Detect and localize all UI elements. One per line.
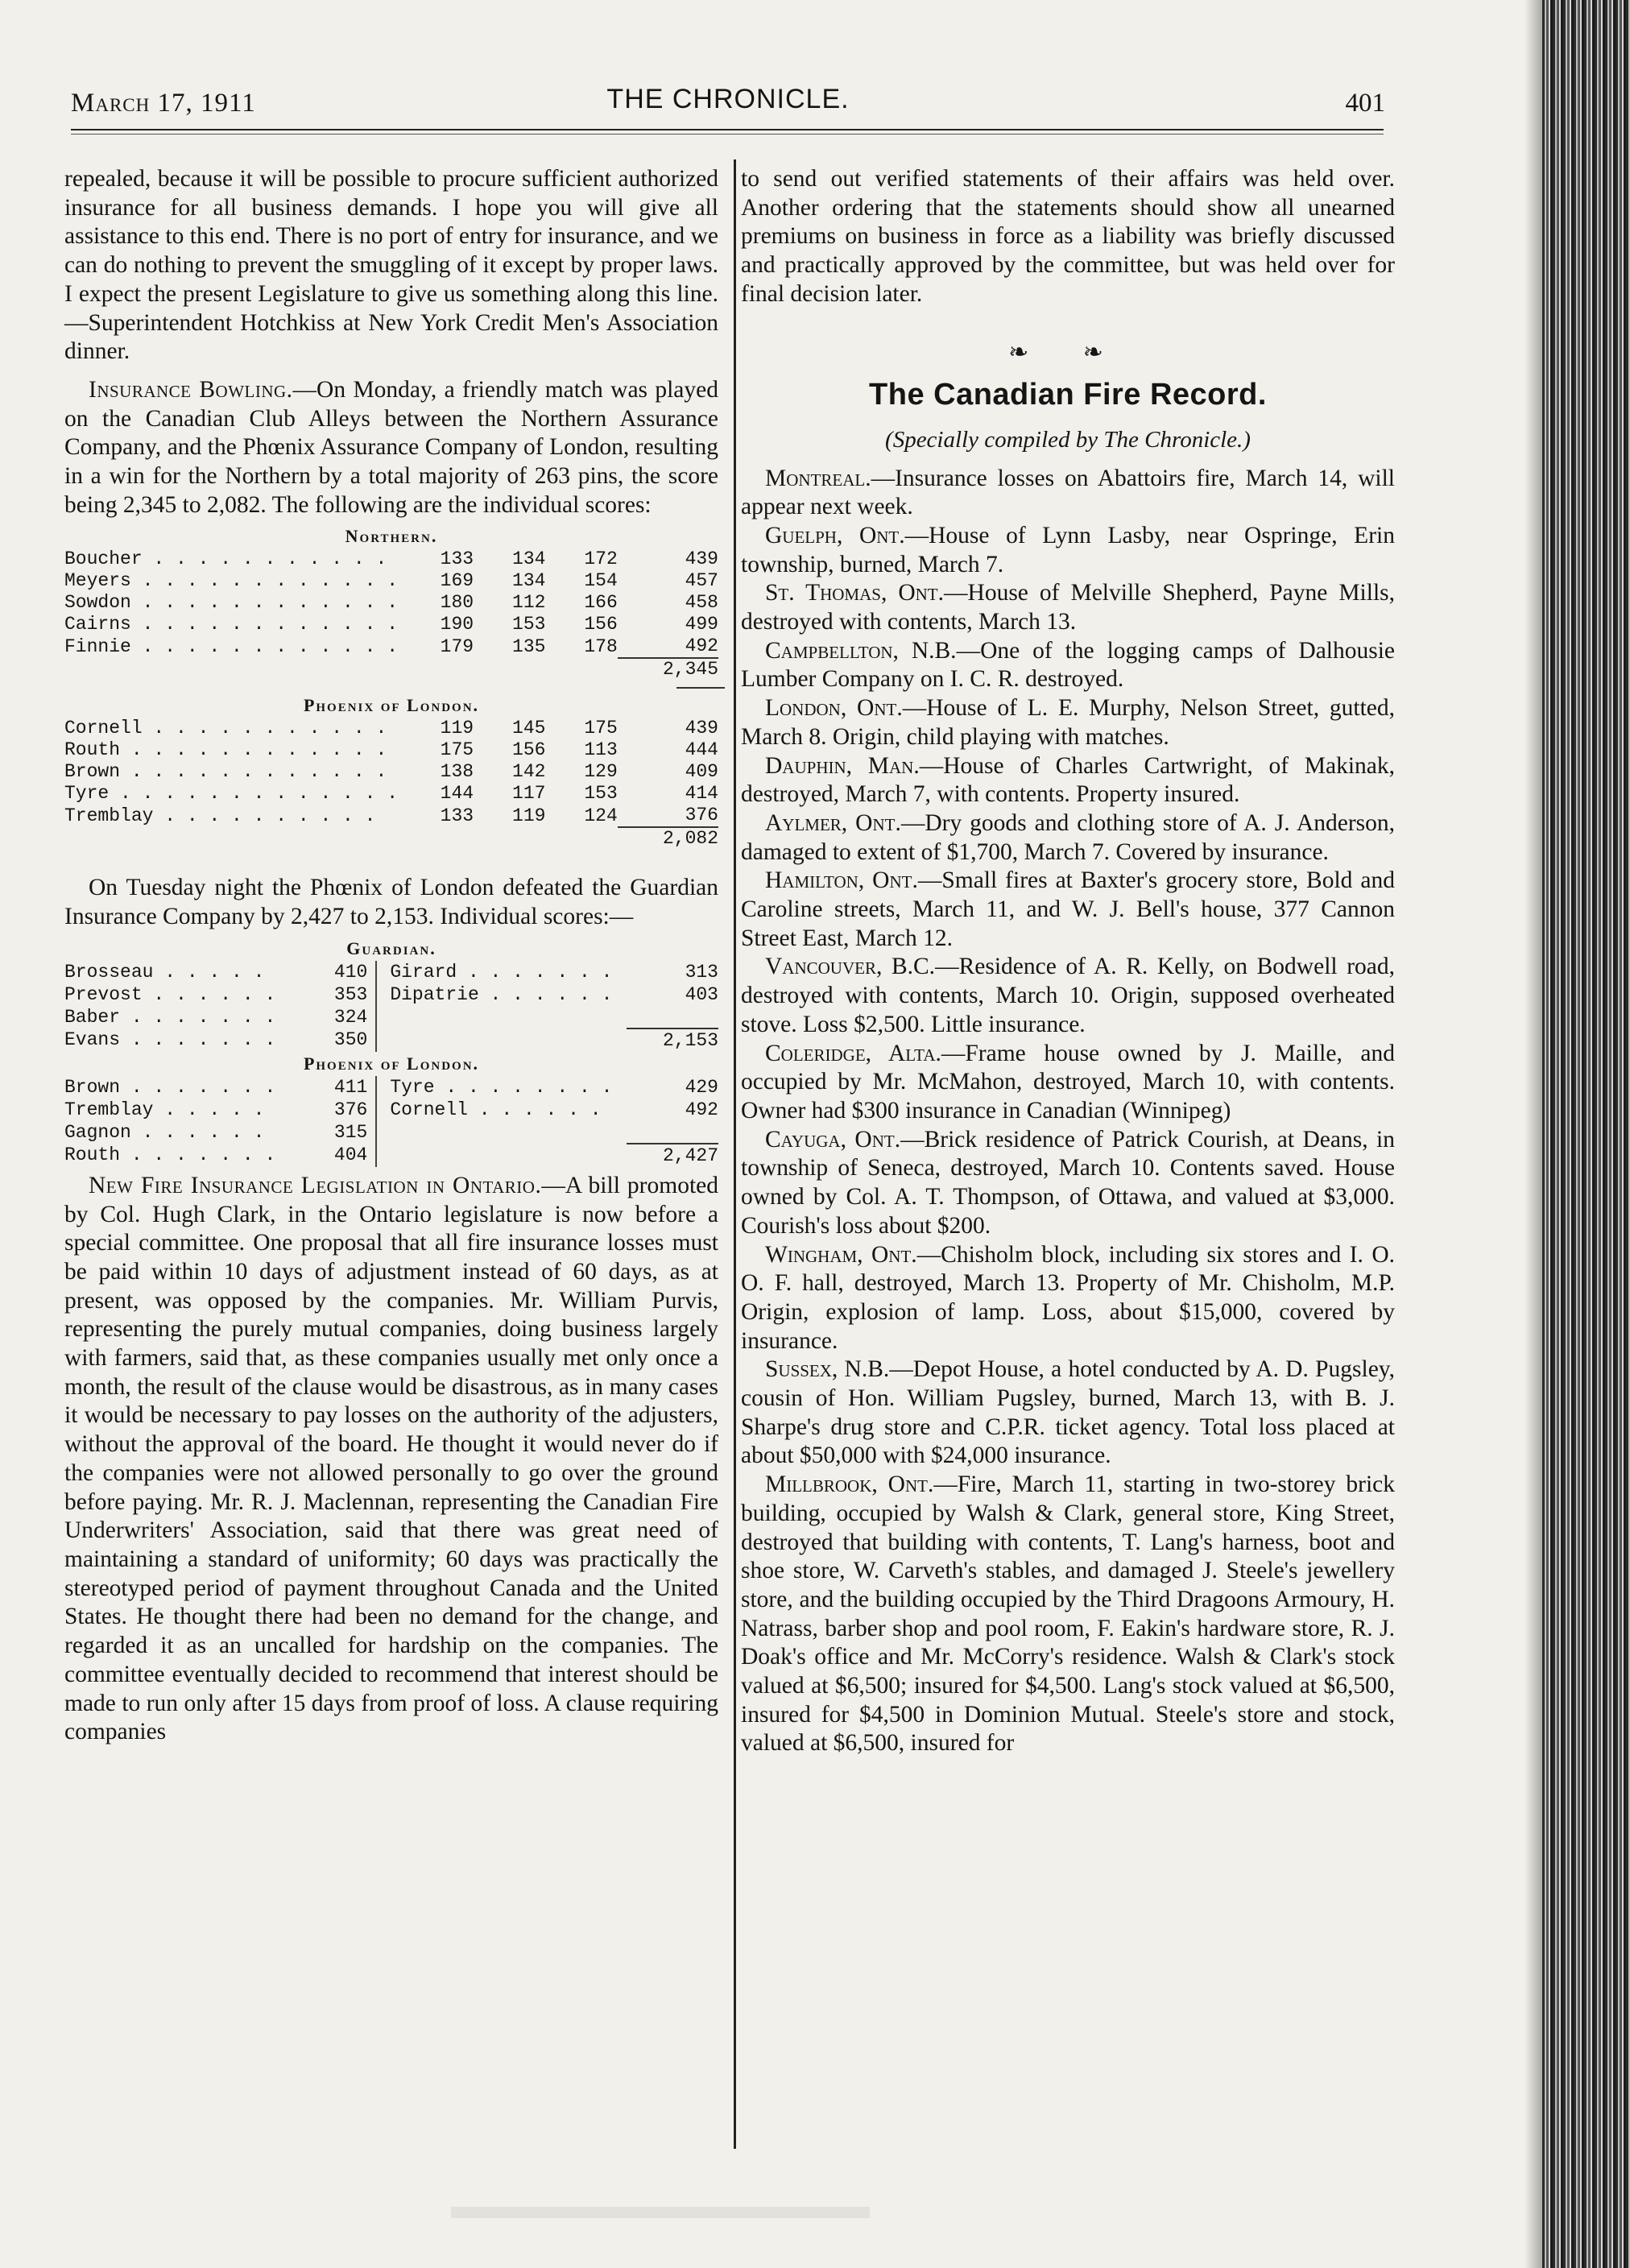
fire-record-entry [741,1241,1395,1356]
player-total: 439 [685,548,718,570]
game-3-score: 166 [584,592,618,614]
entry-place: London, Ont. [765,695,903,722]
player-name: Tremblay . . . . . [64,1099,265,1120]
score-row [64,983,718,1006]
player-score: 429 [685,1076,718,1098]
game-2-score: 112 [512,592,546,614]
continuation-paragraph: to send out verified statements of their affairs was held over. Another ordering that the statements should show all unearned premiums on business in force as a liability was briefly discussed and practically approved by the committee, but was held over for final decision later. [741,166,1395,307]
game-3-score: 156 [584,614,618,635]
score-row [64,1028,718,1052]
player-name: Baber . . . . . . . [64,1006,276,1028]
game-1-score: 190 [440,614,474,635]
entry-place: Sussex, N.B. [765,1356,890,1383]
phoenix-total-row [64,827,718,850]
masthead-title: THE CHRONICLE. [606,84,850,114]
game-1-score: 169 [440,570,474,592]
northern-total-row [64,658,718,681]
score-row [64,1099,718,1121]
fire-record-entry [741,1126,1395,1241]
player-score: 315 [275,1121,376,1144]
northern-score-table [64,548,718,681]
page-number: 401 [1345,89,1385,118]
game-2-score: 142 [512,761,546,783]
player-score: 411 [275,1076,376,1099]
right-column [741,165,1395,1758]
player-score: 492 [685,1099,718,1120]
issue-date: March 17, 1911 [71,89,256,118]
player-name: Tyre . . . . . . . . [390,1076,613,1098]
legislation-paragraph [64,1172,718,1747]
game-3-score: 153 [584,783,618,805]
score-row [64,761,718,783]
player-name: Brosseau . . . . . [64,961,265,983]
player-name: Routh . . . . . . . . . . . . [64,739,387,761]
score-row [64,1144,718,1167]
entry-text: —Dry goods and clothing store of A. J. Anderson, damaged to extent of $1,700, March 7. Covered by insurance. [741,809,1395,865]
phoenix2-heading: Phoenix of London. [303,1053,480,1074]
player-score: 403 [685,983,718,1005]
entry-place: Wingham, Ont. [765,1241,917,1268]
game-2-score: 117 [512,783,546,805]
player-name: Tyre . . . . . . . . . . . . . [64,783,399,805]
bowling-text: —On Monday, a friendly match was played on the Canadian Club Alleys between the Northern Assurance Company, and the Phœnix Assurance Company of London, resulting in a win for the Northern by a total majority of 263 pins, the score being 2,345 to 2,082. The following are the individual scores: [64,376,718,518]
player-total: 492 [685,635,718,657]
player-name: Finnie . . . . . . . . . . . . [64,635,399,657]
fire-record-entry [741,867,1395,953]
fire-record-entry [741,752,1395,809]
score-row [64,805,718,827]
entry-text: —Frame house owned by J. Maille, and occupied by Mr. McMahon, destroyed, March 10, with contents. Owner had $300 insurance in Canadian (Winnipeg) [741,1040,1395,1124]
entry-place: Montreal. [765,465,871,491]
entry-text: —Chisholm block, including six stores and I. O. O. F. hall, destroyed, March 13. Property of Mr. Chisholm, M.P. Origin, explosion of lamp. Loss, about $15,000, covered by insurance. [741,1241,1396,1354]
phoenix-heading: Phoenix of London. [303,695,480,716]
game-2-score: 135 [512,635,546,657]
game-3-score: 172 [584,548,618,570]
entry-place: Coleridge, Alta. [765,1040,941,1066]
ornament-fleurons: ❧ ❧ [1008,338,1127,366]
player-name [376,1028,627,1052]
player-total: 458 [685,592,718,614]
fire-record-entry [741,694,1395,751]
phoenix2-score-table [64,1076,718,1167]
player-score: 313 [685,961,718,983]
entry-text: —House of Melville Shepherd, Payne Mills, destroyed with contents, March 13. [741,580,1396,635]
legislation-text: —A bill promoted by Col. Hugh Clark, in the Ontario legislature is now before a special committee. One proposal that all fire insurance losses must be paid within 10 days of adjustment instead of 60 days, as at present, was opposed by the companies. Mr. William Purvis, representing the purely mutual companies, doing business largely with farmers, said that, as these companies usually met only once a month, the result of the clause would be disastrous, as in many cases it would be necessary to pay losses on the authority of the adjusters, without the approval of the board. He thought it would never do if the companies were not allowed personally to go over the ground before paying. Mr. R. J. Maclennan, representing the Canadian Fire Underwriters' Association, said that there was great need of maintaining a standard of uniformity; 60 days was practically the stereotyped period of payment throughout Canada and the United States. He thought there had been no demand for the change, and regarded it as an uncalled for hardship on the companies. The committee eventually decided to recommend that interest should be made to run only after 15 days from proof of loss. A clause requiring companies [64,1172,718,1745]
score-row [64,718,718,739]
header-rule [71,129,1384,130]
fire-record-entry [741,579,1395,636]
team-total: 2,153 [627,1028,718,1052]
game-3-score: 124 [584,805,618,826]
player-score: 353 [275,983,376,1006]
game-1-score: 175 [440,739,474,761]
entry-place: Millbrook, Ont. [765,1471,934,1498]
entry-text: —Depot House, a hotel conducted by A. D. Pugsley, cousin of Hon. William Pugsley, burned, March 13, with B. J. Sharpe's drug store and C.P.R. ticket agency. Total loss placed at about $50,000 with $24,000 insurance. [741,1356,1395,1469]
player-score: 404 [275,1144,376,1167]
player-name: Cairns . . . . . . . . . . . . [64,614,399,635]
player-name [376,1121,627,1144]
score-row [64,592,718,614]
left-column [64,165,718,1747]
bowling-lead: Insurance Bowling. [89,376,293,403]
score-row [64,635,718,658]
opening-paragraph: repealed, because it will be possible to procure sufficient authorized insurance for all business demands. I hope you will give all assistance to this end. There is no port of entry for insurance, and we can do nothing to prevent the smuggling of it except by proper laws. I expect the present Legislature to give us something along this line.—Superintendent Hotchkiss at New York Credit Men's Association dinner. [64,166,718,365]
player-total: 409 [685,761,718,783]
entry-text: —House of Lynn Lasby, near Ospringe, Erin township, burned, March 7. [741,522,1395,577]
entry-text: —Insurance losses on Abattoirs fire, March 14, will appear next week. [741,465,1395,520]
player-name: Boucher . . . . . . . . . . . [64,548,387,570]
fire-record-entry [741,1040,1395,1126]
score-row [64,739,718,761]
fire-record-entry [741,1471,1395,1758]
game-1-score: 119 [440,718,474,739]
game-2-score: 134 [512,548,546,570]
game-1-score: 133 [440,805,474,826]
score-row [64,1006,718,1028]
entry-place: Cayuga, Ont. [765,1126,901,1153]
player-name: Gagnon . . . . . . [64,1121,265,1143]
player-name: Girard . . . . . . . [390,961,613,983]
player-score: 376 [275,1099,376,1121]
book-binding-edge [1542,0,1630,2268]
team-total: 2,427 [627,1144,718,1167]
entry-text: —Residence of A. R. Kelly, on Bodwell road, destroyed with contents, March 10. Origin, supposed overheated stove. Loss $2,500. Little insurance. [741,954,1395,1037]
entry-place: Vancouver, B.C. [765,954,936,980]
player-name [376,1006,627,1028]
fire-record-entries [741,465,1395,1759]
score-row [64,961,718,983]
game-3-score: 113 [584,739,618,761]
team-total [627,1121,718,1144]
player-name: Dipatrie . . . . . . [390,983,613,1005]
fire-record-entry [741,522,1395,579]
game-3-score: 154 [584,570,618,592]
player-name: Brown . . . . . . . [64,1076,276,1098]
player-name: Cornell . . . . . . . . . . . [64,718,387,739]
legislation-lead: New Fire Insurance Legislation in Ontario. [89,1172,542,1198]
game-2-score: 153 [512,614,546,635]
score-row [64,548,718,570]
player-name: Prevost . . . . . . [64,983,276,1005]
player-total: 439 [685,718,718,739]
game-3-score: 175 [584,718,618,739]
fire-record-entry [741,809,1395,867]
entry-text: —Small fires at Baxter's grocery store, Bold and Caroline streets, March 11, and W. J. Bell's house, 377 Cannon Street East, March 12. [741,867,1395,951]
guardian-score-table [64,961,718,1052]
fire-record-entry [741,1355,1395,1471]
player-total: 376 [685,805,718,826]
score-row [64,614,718,635]
player-name [376,1144,627,1167]
game-2-score: 119 [512,805,546,826]
entry-place: St. Thomas, Ont. [765,580,945,606]
player-score: 410 [275,961,376,983]
player-score: 324 [275,1006,376,1028]
column-divider [734,159,736,2149]
entry-place: Aylmer, Ont. [765,809,901,836]
entry-text: —One of the logging camps of Dalhousie Lumber Company on I. C. R. destroyed. [741,637,1396,693]
entry-text: —House of Charles Cartwright, of Makinak, destroyed, March 7, with contents. Property insured. [741,752,1396,808]
player-name: Tremblay . . . . . . . . . . [64,805,376,826]
tuesday-paragraph: On Tuesday night the Phœnix of London defeated the Guardian Insurance Company by 2,427 to 2,153. Individual scores:— [64,875,718,930]
northern-heading: Northern. [345,526,438,547]
game-1-score: 180 [440,592,474,614]
print-smudge [451,2207,870,2218]
game-3-score: 178 [584,635,618,657]
entry-text: —House of L. E. Murphy, Nelson Street, gutted, March 8. Origin, child playing with matches. [741,695,1395,750]
game-2-score: 156 [512,739,546,761]
header-rule-thin [71,134,1384,135]
player-total: 499 [685,614,718,635]
player-name: Sowdon . . . . . . . . . . . . [64,592,399,614]
page-header [71,81,1385,129]
player-name: Routh . . . . . . . [64,1144,276,1166]
game-3-score: 129 [584,761,618,783]
entry-text: —Fire, March 11, starting in two-storey brick building, occupied by Walsh & Clark, general store, King Street, destroyed that building with contents, T. Lang's harness, boot and shoe store, W. Carveth's stables, and damaged J. Steele's jewellery store, and the building occupied by the Third Dragoons Armoury, H. Natrass, barber shop and pool room, F. Eakin's hardware store, R. J. Doak's office and Mr. McCorry's residence. Walsh & Clark's stock valued at $6,500; insured for $4,500. Lang's stock valued at $6,500, insured for $4,500 in Dominion Mutual. Steele's store and stock, valued at $6,500, insured for [741,1471,1395,1757]
entry-place: Campbellton, N.B. [765,637,957,664]
score-row [64,783,718,805]
game-1-score: 179 [440,635,474,657]
score-separator [676,687,725,689]
player-score: 350 [275,1028,376,1052]
guardian-heading: Guardian. [346,937,436,958]
entry-place: Dauphin, Man. [765,752,920,779]
game-2-score: 145 [512,718,546,739]
northern-grand-total: 2,345 [618,658,718,681]
player-total: 414 [685,783,718,805]
phoenix-score-table [64,718,718,850]
player-total: 457 [685,570,718,592]
game-1-score: 133 [440,548,474,570]
bowling-paragraph [64,376,718,520]
fire-record-entry [741,465,1395,522]
game-2-score: 134 [512,570,546,592]
phoenix-grand-total: 2,082 [618,827,718,850]
score-row [64,570,718,592]
score-row [64,1076,718,1099]
game-1-score: 138 [440,761,474,783]
fire-record-entry [741,637,1395,694]
fire-record-title: The Canadian Fire Record. [869,377,1267,412]
team-total [627,1006,718,1028]
entry-place: Hamilton, Ont. [765,867,918,894]
entry-place: Guelph, Ont. [765,522,905,548]
fire-record-entry [741,953,1395,1039]
player-name: Evans . . . . . . . [64,1029,276,1051]
player-name: Brown . . . . . . . . . . . . [64,761,387,783]
entry-text: —Brick residence of Patrick Courish, at Deans, in township of Seneca, destroyed, March 10. Contents saved. House owned by Col. A. T. Thompson, of Ottawa, and valued at $3,000. Courish's loss about $200. [741,1126,1395,1239]
player-name: Meyers . . . . . . . . . . . . [64,570,399,592]
score-row [64,1121,718,1144]
player-total: 444 [685,739,718,761]
game-1-score: 144 [440,783,474,805]
player-name: Cornell . . . . . . [390,1099,602,1120]
fire-record-subtitle: (Specially compiled by The Chronicle.) [885,426,1251,453]
